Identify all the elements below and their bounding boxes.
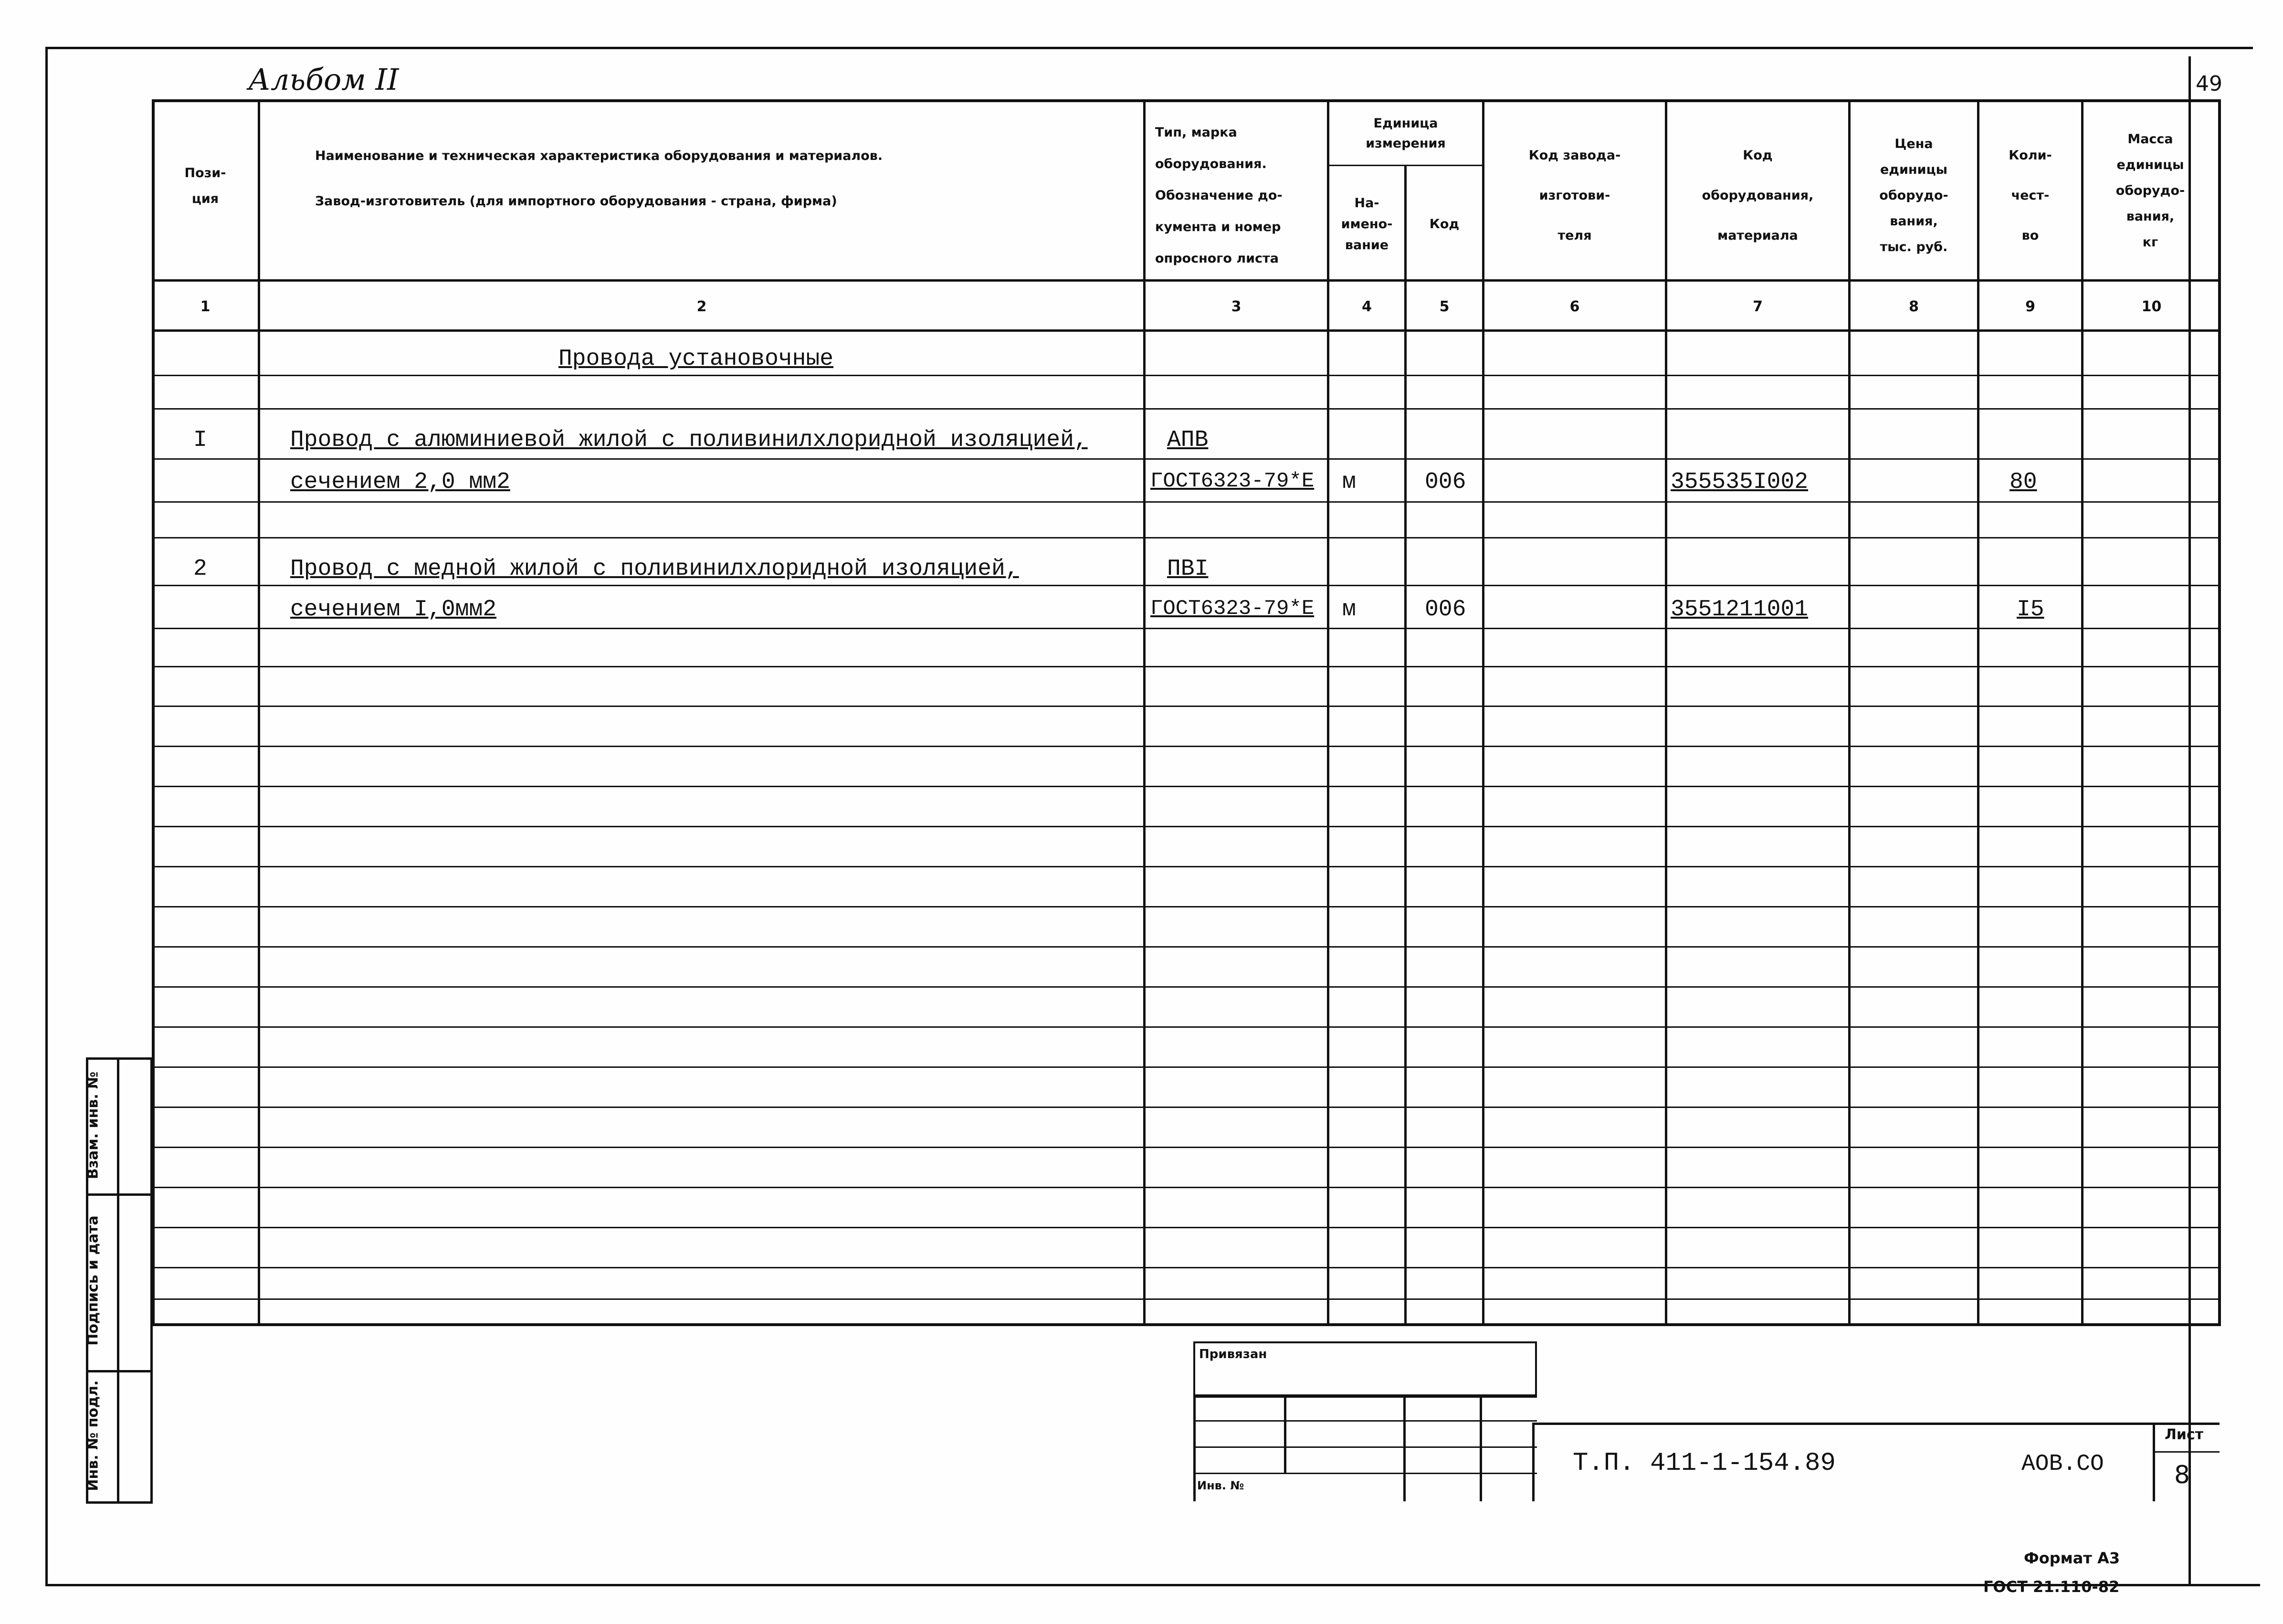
row-1-name-line1: Провод с алюминиевой жилой с поливинилхлоридной изоляцией,	[290, 427, 1088, 453]
column-number-4: 4	[1362, 298, 1372, 315]
col-divider-8	[1977, 99, 1979, 1326]
privyazan-label: Привязан	[1199, 1347, 1267, 1361]
row-2-position: 2	[193, 556, 207, 582]
inventory-label: Инв. №	[1197, 1479, 1244, 1492]
row-line	[152, 986, 2221, 988]
column-number-divider	[152, 329, 2221, 332]
spec-table-frame	[152, 99, 2221, 1326]
title-block-left-line	[1532, 1423, 1535, 1501]
row-2-quantity: I5	[2017, 597, 2044, 622]
row-line	[152, 666, 2221, 667]
stamp-line	[1193, 1473, 1537, 1474]
row-2-type: ПВI	[1167, 556, 1209, 582]
header-units-group: Единица измерения	[1366, 116, 1446, 151]
document-code: АОВ.СО	[2021, 1451, 2104, 1477]
row-line	[152, 746, 2221, 747]
row-line	[152, 537, 2221, 538]
side-stamp-original-inv: Инв. № подл.	[84, 1380, 102, 1491]
column-number-3: 3	[1231, 298, 1241, 315]
row-line	[152, 501, 2221, 503]
sheet-number: 8	[2174, 1461, 2190, 1489]
sheet-label: Лист	[2165, 1426, 2204, 1443]
header-equipment-code: Код оборудования, материала	[1702, 148, 1814, 243]
row-line	[152, 1147, 2221, 1148]
row-1-name-line2: сечением 2,0 мм2	[290, 469, 510, 495]
header-name-line2: Завод-изготовитель (для импортного оборудования - страна, фирма)	[315, 194, 837, 209]
row-2-unit: м	[1342, 597, 1356, 622]
column-number-10: 10	[2141, 298, 2162, 315]
side-stamp-signature-date: Подпись и дата	[84, 1215, 102, 1346]
row-line	[152, 1267, 2221, 1268]
column-number-5: 5	[1439, 298, 1450, 315]
row-line	[152, 1227, 2221, 1228]
stamp-col	[1193, 1396, 1196, 1501]
row-2-name-line1: Провод с медной жилой с поливинилхлоридной изоляцией,	[290, 556, 1019, 582]
column-number-2: 2	[696, 298, 707, 315]
title-block-top-line	[1532, 1423, 2220, 1425]
side-stamp-replacement-inv: Взам. инв. №	[84, 1071, 102, 1180]
col-divider-7	[1848, 99, 1851, 1326]
row-line	[152, 1298, 2221, 1300]
row-2-unit-code: 006	[1425, 597, 1466, 622]
column-number-8: 8	[1909, 298, 1919, 315]
bottom-border	[45, 1584, 2260, 1586]
left-border	[45, 47, 48, 1586]
header-unit-code: Код	[1429, 217, 1460, 232]
row-line	[152, 866, 2221, 867]
stamp-line	[1193, 1396, 1537, 1398]
column-number-7: 7	[1753, 298, 1763, 315]
stamp-col	[1284, 1396, 1286, 1473]
row-line	[152, 946, 2221, 948]
header-price: Цена единицы оборудо- вания, тыс. руб.	[1879, 137, 1948, 254]
row-line	[152, 1187, 2221, 1188]
row-line	[152, 786, 2221, 787]
row-1-unit-code: 006	[1425, 469, 1466, 495]
stamp-line	[1193, 1420, 1537, 1422]
header-mass: Масса единицы оборудо- вания, кг	[2115, 132, 2185, 250]
row-line	[152, 1026, 2221, 1028]
header-name-line1: Наименование и техническая характеристика оборудования и материалов.	[315, 148, 883, 163]
row-2-equipment-code: 3551211001	[1671, 597, 1809, 622]
row-line	[152, 1107, 2221, 1108]
page-number: 49	[2196, 72, 2222, 96]
sheet-cell-divider	[2153, 1451, 2220, 1453]
row-1-equipment-code: 355535I002	[1671, 469, 1809, 495]
header-type: Тип, марка оборудования. Обозначение до- кумента и номер опросного листа	[1155, 125, 1283, 266]
sheet-cell-left-line	[2153, 1423, 2155, 1501]
row-2-standard: ГОСТ6323-79*Е	[1150, 597, 1315, 621]
row-1-quantity: 80	[2009, 469, 2037, 495]
album-label: Альбом II	[248, 62, 399, 97]
row-1-standard: ГОСТ6323-79*Е	[1150, 469, 1315, 493]
row-1-unit: м	[1342, 469, 1356, 495]
row-line	[152, 1066, 2221, 1068]
row-line	[152, 906, 2221, 907]
row-line	[152, 585, 2221, 586]
row-2-name-line2: сечением I,0мм2	[290, 597, 497, 622]
col-divider-6	[1665, 99, 1667, 1326]
column-number-6: 6	[1569, 298, 1580, 315]
row-line	[152, 408, 2221, 410]
row-line	[152, 628, 2221, 629]
row-1-type: АПВ	[1167, 427, 1209, 453]
row-line	[152, 706, 2221, 707]
stamp-line	[1193, 1446, 1537, 1448]
stamp-col	[1403, 1396, 1406, 1501]
header-divider	[152, 279, 2221, 282]
stamp-col	[1480, 1396, 1482, 1501]
standard-label: ГОСТ 21.110-82	[1983, 1578, 2120, 1596]
project-code: Т.П. 411-1-154.89	[1573, 1449, 1836, 1478]
header-quantity: Коли- чест- во	[2009, 148, 2052, 243]
col-divider-2	[1143, 99, 1146, 1326]
units-group-divider	[1327, 165, 1484, 166]
col-divider-9	[2081, 99, 2083, 1326]
header-unit-name: На- имено- вание	[1341, 196, 1393, 253]
format-label: Формат А3	[2024, 1549, 2120, 1567]
section-title: Провода установочные	[558, 346, 834, 372]
row-line	[152, 458, 2221, 460]
row-1-position: I	[193, 427, 207, 453]
column-number-9: 9	[2025, 298, 2035, 315]
col-divider-3	[1327, 99, 1329, 1326]
header-position: Пози- ция	[184, 166, 226, 206]
side-stamp-divider	[117, 1057, 119, 1504]
header-manufacturer-code: Код завода- изготови- теля	[1528, 148, 1621, 243]
column-number-1: 1	[200, 298, 210, 315]
col-divider-5	[1482, 99, 1484, 1326]
row-line	[152, 375, 2221, 376]
col-divider-1	[258, 99, 260, 1326]
top-border	[45, 47, 2253, 49]
row-line	[152, 826, 2221, 827]
